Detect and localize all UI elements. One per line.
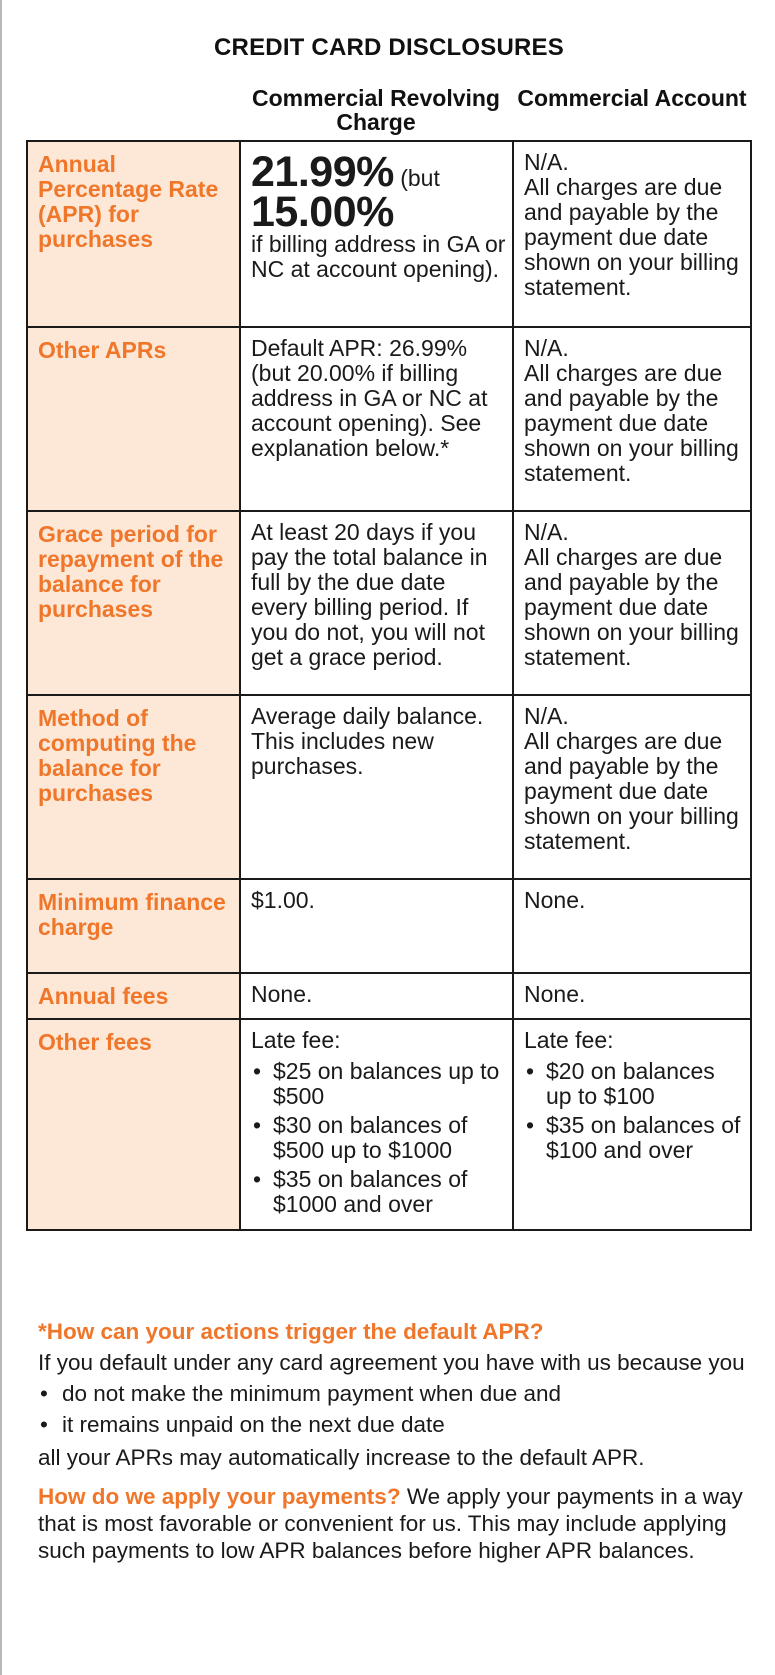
payments-paragraph: [38, 1483, 752, 1564]
na-text: N/A.: [524, 703, 569, 729]
annual-fees-commercial-account-cell: None.: [513, 973, 751, 1019]
disclosure-table: [26, 140, 752, 1231]
na-text: N/A.: [524, 335, 569, 361]
apr-commercial-revolving-cell: [240, 141, 513, 327]
default-apr-consequence: all your APRs may automatically increase to the default APR.: [38, 1445, 645, 1470]
list-item: • $20 on balances up to $100: [524, 1059, 744, 1109]
minimum-finance-charge-commercial-revolving-cell: $1.00.: [240, 879, 513, 973]
charges-due-text: All charges are due and payable by the payment due date shown on your billing statement.: [524, 728, 739, 854]
list-item: • it remains unpaid on the next due date: [38, 1411, 752, 1438]
list-item: • $35 on balances of $100 and over: [524, 1113, 744, 1163]
row-label-minimum-finance-charge: Minimum finance charge: [27, 879, 240, 973]
na-text: N/A.: [524, 149, 569, 175]
default-apr-question: *How can your actions trigger the default APR?: [38, 1319, 544, 1344]
late-fee-heading: Late fee:: [251, 1027, 341, 1053]
other-fees-commercial-revolving-cell: [240, 1019, 513, 1230]
row-label-balance-method: Method of computing the balance for purchases: [27, 695, 240, 879]
default-apr-conditions: [38, 1380, 752, 1438]
page-left-rule: [0, 0, 2, 1675]
table-row-other-aprs: [27, 327, 751, 511]
charges-due-text: All charges are due and payable by the payment due date shown on your billing statement.: [524, 544, 739, 670]
apr-rate: 21.99%: [251, 148, 394, 196]
grace-period-commercial-account-cell: [513, 511, 751, 695]
apr-commercial-account-cell: [513, 141, 751, 327]
table-row-balance-method: [27, 695, 751, 879]
column-header-commercial-account: Commercial Account: [517, 85, 747, 111]
table-row-other-fees: [27, 1019, 751, 1230]
apr-but-text: (but: [400, 165, 440, 191]
row-label-other-aprs: Other APRs: [27, 327, 240, 511]
apply-payments-answer: We apply your payments in a way that is most favorable or convenient for us. This may include applying such payments to low APR balances before higher APR balances.: [38, 1484, 743, 1563]
list-item: • $25 on balances up to $500: [251, 1059, 506, 1109]
table-row-apr: [27, 141, 751, 327]
list-item: • $30 on balances of $500 up to $1000: [251, 1113, 506, 1163]
apr-rate-condition: if billing address in GA or NC at account opening).: [251, 231, 506, 282]
footer-explanation: [38, 1318, 752, 1568]
list-item: • $35 on balances of $1000 and over: [251, 1167, 506, 1217]
row-label-grace-period: Grace period for repayment of the balance for purchases: [27, 511, 240, 695]
late-fee-list: [251, 1059, 506, 1217]
other-aprs-commercial-revolving-cell: Default APR: 26.99% (but 20.00% if billing address in GA or NC at account opening). See explanation below.*: [240, 327, 513, 511]
table-row-annual-fees: [27, 973, 751, 1019]
other-aprs-commercial-account-cell: [513, 327, 751, 511]
balance-method-commercial-revolving-cell: Average daily balance. This includes new purchases.: [240, 695, 513, 879]
late-fee-heading: Late fee:: [524, 1027, 614, 1053]
row-label-other-fees: Other fees: [27, 1019, 240, 1230]
row-label-annual-fees: Annual fees: [27, 973, 240, 1019]
grace-period-commercial-revolving-cell: At least 20 days if you pay the total balance in full by the due date every billing period. If you do not, you will not get a grace period.: [240, 511, 513, 695]
column-header-commercial-revolving-charge: Commercial Revolving Charge: [252, 85, 500, 135]
balance-method-commercial-account-cell: [513, 695, 751, 879]
late-fee-list: [524, 1059, 744, 1163]
apply-payments-question: How do we apply your payments?: [38, 1484, 401, 1509]
default-apr-intro: If you default under any card agreement you have with us because you: [38, 1350, 745, 1375]
page-title: CREDIT CARD DISCLOSURES: [214, 34, 564, 61]
table-row-minimum-finance-charge: [27, 879, 751, 973]
annual-fees-commercial-revolving-cell: None.: [240, 973, 513, 1019]
table-row-grace-period: [27, 511, 751, 695]
other-fees-commercial-account-cell: [513, 1019, 751, 1230]
row-label-apr: Annual Percentage Rate (APR) for purchases: [27, 141, 240, 327]
charges-due-text: All charges are due and payable by the payment due date shown on your billing statement.: [524, 360, 739, 486]
apr-rate-ga-nc: 15.00%: [251, 188, 394, 236]
na-text: N/A.: [524, 519, 569, 545]
minimum-finance-charge-commercial-account-cell: None.: [513, 879, 751, 973]
list-item: • do not make the minimum payment when due and: [38, 1380, 752, 1407]
charges-due-text: All charges are due and payable by the payment due date shown on your billing statement.: [524, 174, 739, 300]
